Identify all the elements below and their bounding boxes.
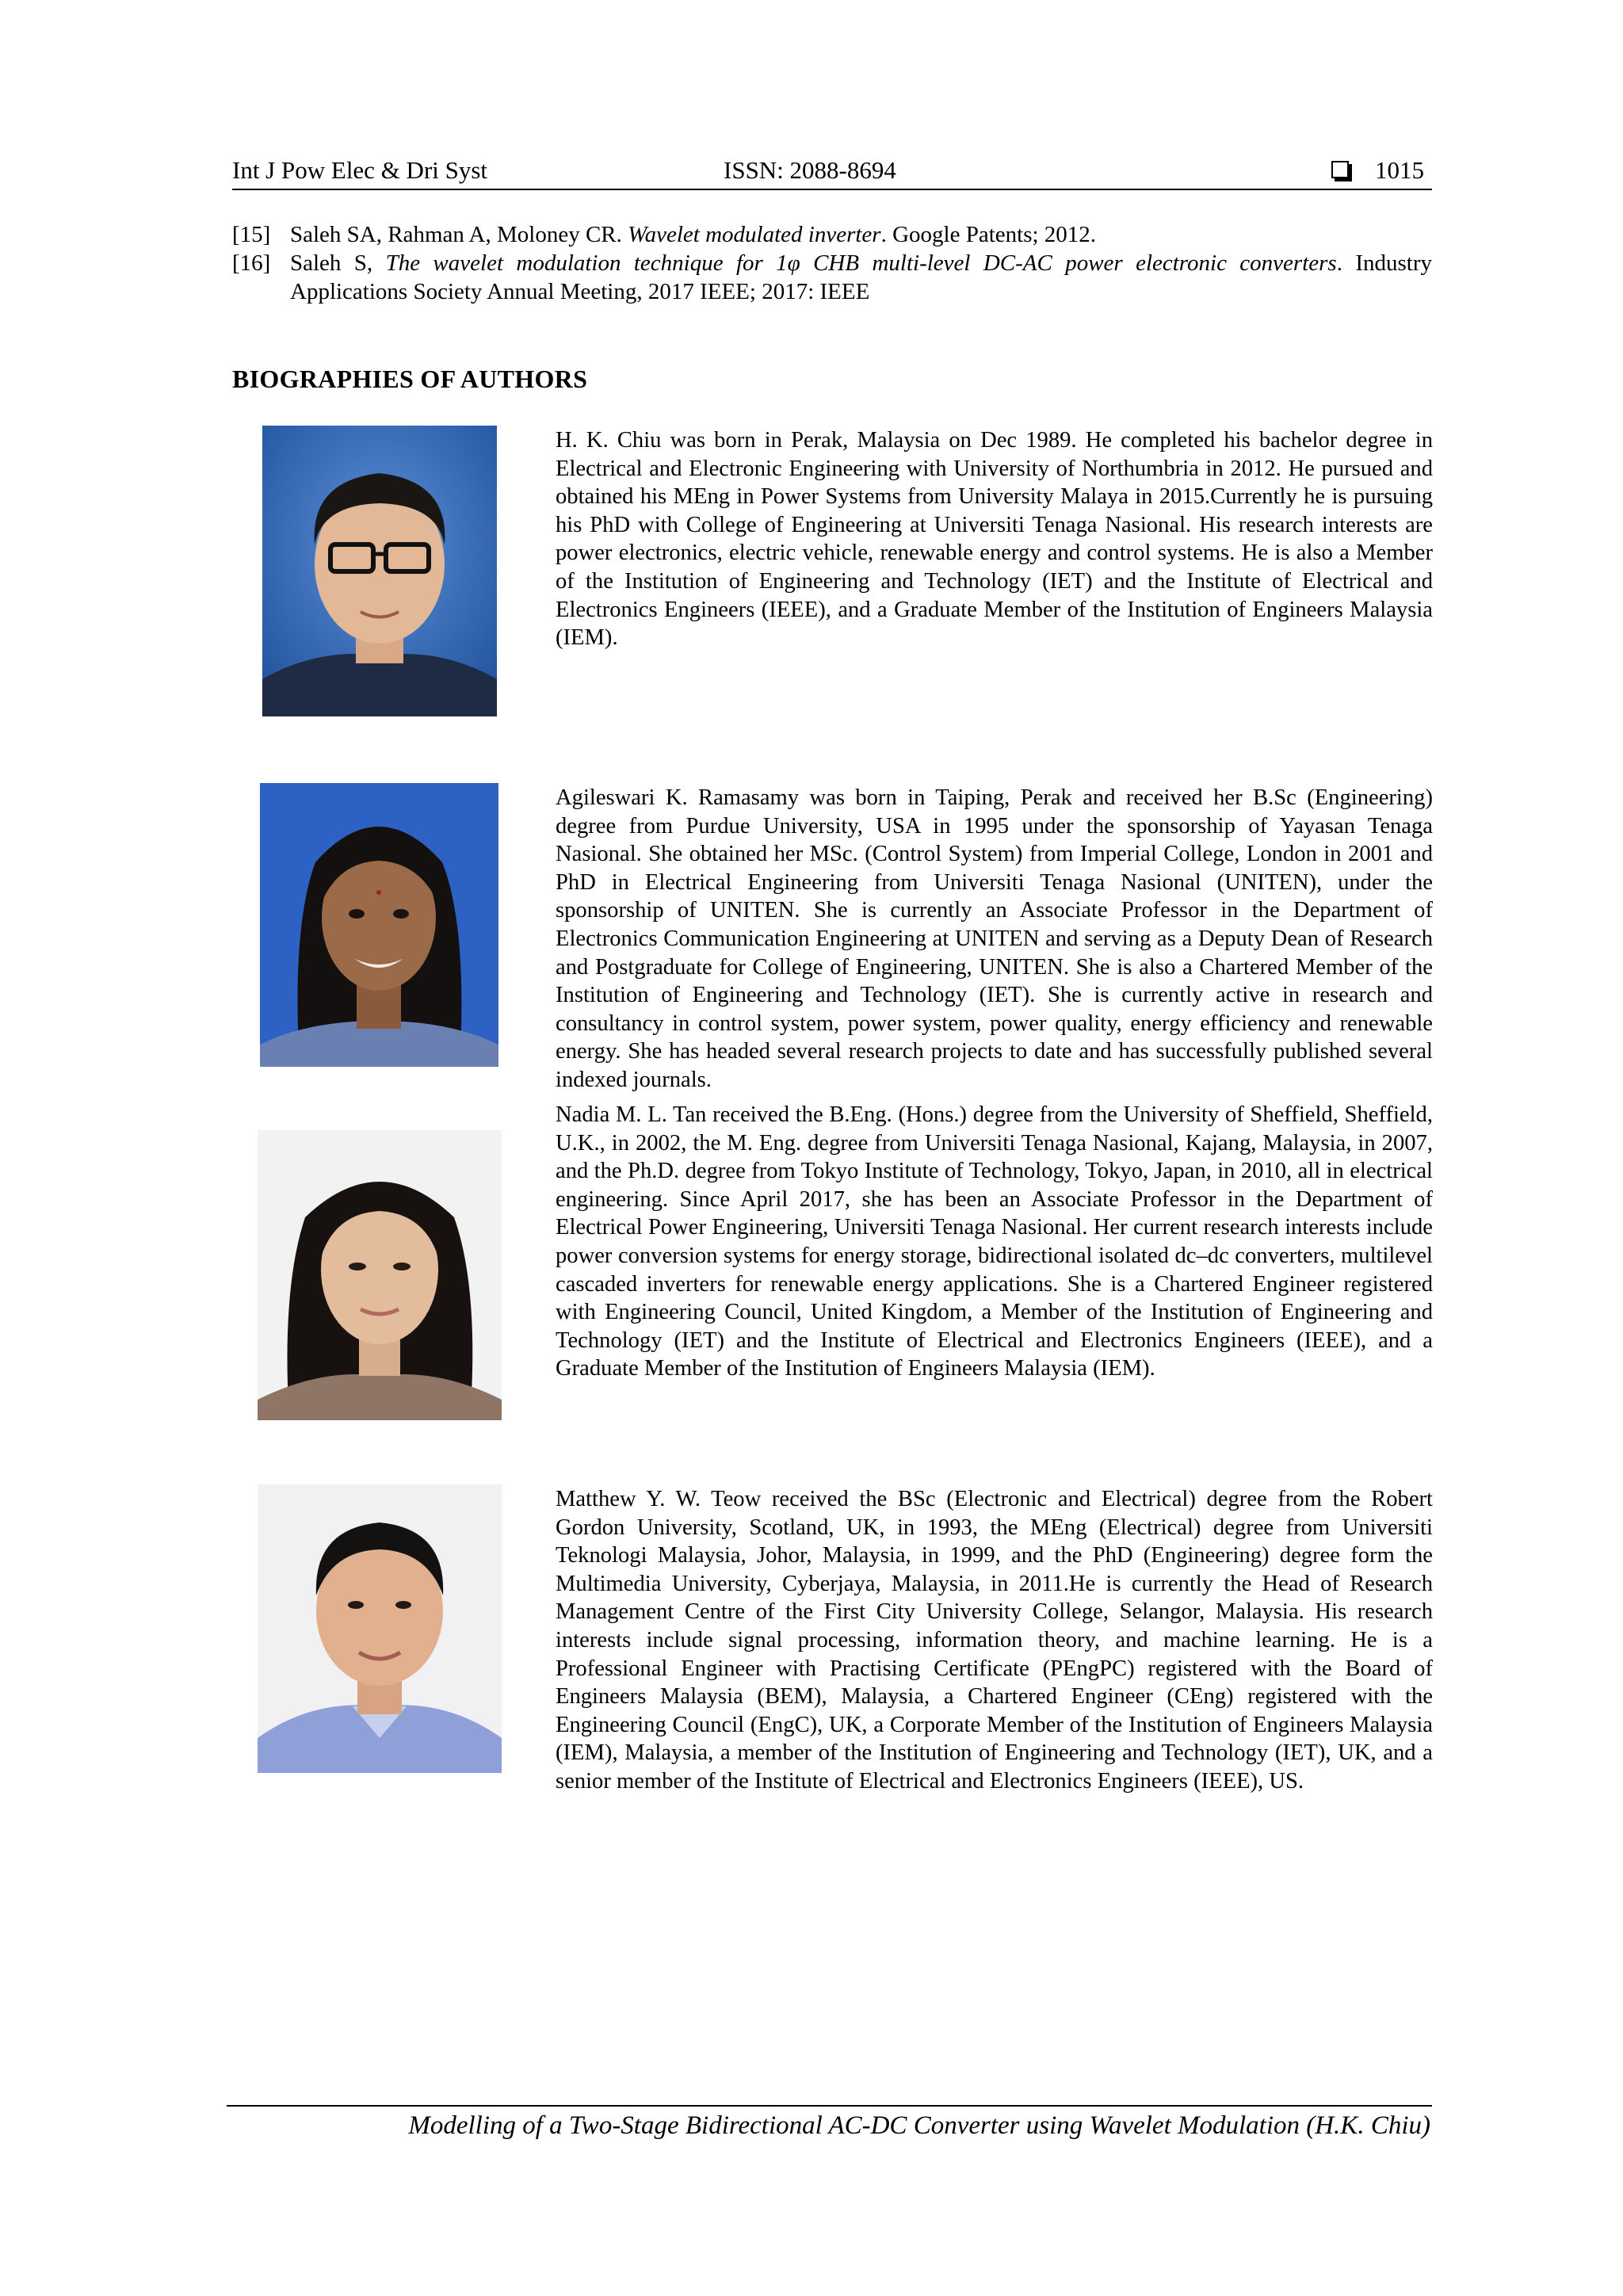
author-bio-teow: Matthew Y. W. Teow received the BSc (Electronic and Electrical) degree from the Robert Gordon University, Scotland, UK, in 1993, the MEng (Electrical) degree from Universiti Teknologi Malaysia, Johor, Malaysia, in 1999, and the PhD (Engineering) degree form the Multimedia University, Cyberjaya, Malaysia, in 2011.He is currently the Head of Research Management Centre of the First City University College, Selangor, Malaysia. His research interests include signal processing, information theory, and machine learning. He is a Professional Engineer with Practising Certificate (PEngPC) registered with the Board of Engineers Malaysia (BEM), Malaysia, a Chartered Engineer (CEng) registered with the Engineering Council (EngC), UK, a Corporate Member of the Institution of Engineers Malaysia (IEM), Malaysia, a member of the Institution of Engineering and Technology (IET), UK, and a senior member of the Institute of Electrical and Electronics Engineers (IEEE), US. — [556, 1487, 1433, 1794]
reference-title: Wavelet modulated inverter — [628, 222, 881, 247]
reference-text: Saleh SA, Rahman A, Moloney CR. — [290, 222, 628, 247]
reference-number: [15] — [232, 222, 271, 247]
author-photo-tan — [258, 1130, 502, 1420]
reference-number: [16] — [232, 250, 271, 276]
author-bio-chiu: H. K. Chiu was born in Perak, Malaysia on Dec 1989. He completed his bachelor degree in Electrical and Electronic Engineering with University of Northumbria in 2012. He pursued and obtained his MEng in Power Systems from University Malaya in 2015.Currently he is pursuing his PhD with College of Engineering at Universiti Tenaga Nasional. His research interests are power electronics, electric vehicle, renewable energy and control systems. He is also a Member of the Institution of Engineering and Technology (IET) and the Institute of Electrical and Electronics Engineers (IEEE), and a Graduate Member of the Institution of Engineers Malaysia (IEM). — [556, 428, 1433, 651]
author-photo-ramasamy — [260, 783, 498, 1067]
section-title: BIOGRAPHIES OF AUTHORS — [232, 365, 588, 393]
running-footer: Modelling of a Two-Stage Bidirectional AC-DC Converter using Wavelet Modulation (H.K. Chiu) — [408, 2111, 1430, 2140]
journal-name: Int J Pow Elec & Dri Syst — [232, 156, 488, 184]
page-number: 1015 — [1375, 156, 1424, 184]
footer-rule — [227, 2105, 1432, 2107]
running-header — [232, 155, 1432, 189]
reference-16 — [232, 249, 1432, 306]
references-list — [232, 220, 1432, 306]
reference-title: The wavelet modulation technique for 1φ CHB multi-level DC-AC power electronic converters — [385, 250, 1337, 276]
issn: ISSN: 2088-8694 — [724, 156, 896, 184]
reference-source: . Industry Applications Society Annual Meeting, 2017 IEEE; 2017: IEEE — [290, 250, 1432, 304]
reference-source: . Google Patents; 2012. — [880, 222, 1097, 247]
checkbox-square-icon — [1331, 161, 1349, 178]
reference-text: Saleh S, — [290, 250, 386, 276]
author-photo-chiu — [262, 426, 497, 716]
author-bio-ramasamy: Agileswari K. Ramasamy was born in Taiping, Perak and received her B.Sc (Engineering) degree from Purdue University, USA in 1995 under the sponsorship of Yayasan Tenaga Nasional. She obtained her MSc. (Control System) from Imperial College, London in 2001 and PhD in Electrical Engineering from Universiti Tenaga Nasional (UNITEN), under the sponsorship of UNITEN. She is currently an Associate Professor in the Department of Electronics Communication Engineering at UNITEN and serving as a Deputy Dean of Research and Postgraduate for College of Engineering, UNITEN. She is also a Chartered Member of the Institution of Engineering and Technology (IET). She is currently active in research and consultancy in control system, power system, power quality, energy efficiency and renewable energy. She has headed several research projects to date and has successfully published several indexed journals. — [556, 785, 1433, 1092]
author-photo-teow — [258, 1484, 502, 1773]
author-bio-tan: Nadia M. L. Tan received the B.Eng. (Hons.) degree from the University of Sheffield, Sheffield, U.K., in 2002, the M. Eng. degree from Universiti Tenaga Nasional, Kajang, Malaysia, in 2007, and the Ph.D. degree from Tokyo Institute of Technology, Tokyo, Japan, in 2010, all in electrical engineering. Since April 2017, she has been an Associate Professor in the Department of Electrical Power Engineering, Universiti Tenaga Nasional. Her current research interests include power conversion systems for energy storage, bidirectional isolated dc–dc converters, multilevel cascaded inverters for renewable energy applications. She is a Chartered Engineer registered with Engineering Council, United Kingdom, a Member of the Institution of Engineering and Technology (IET) and the Institute of Electrical and Electronics Engineers (IEEE), and a Graduate Member of the Institution of Engineers Malaysia (IEM). — [556, 1102, 1433, 1381]
header-rule — [232, 189, 1432, 190]
reference-15 — [232, 220, 1432, 249]
